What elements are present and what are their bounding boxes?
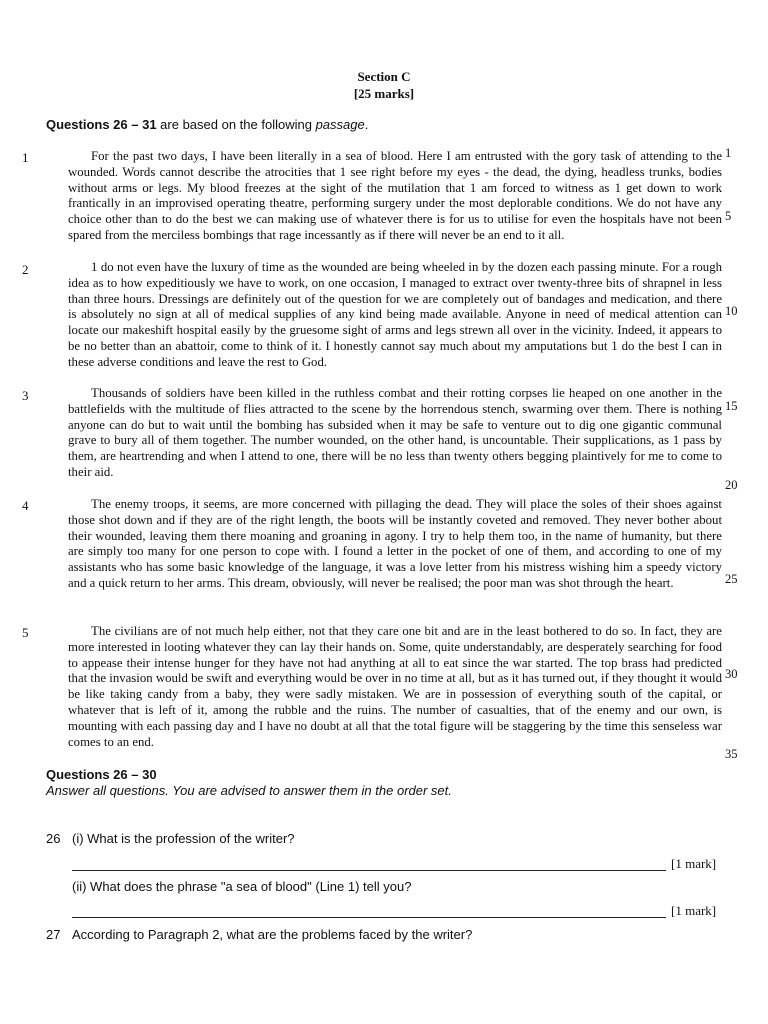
line-number: 1 (725, 146, 732, 160)
intro-text: are based on the following (156, 117, 316, 132)
line-number: 5 (725, 209, 732, 223)
line-number: 20 (725, 478, 738, 492)
section-marks: [25 marks] (353, 86, 415, 101)
intro-question-range: Questions 26 – 31 (46, 117, 157, 132)
question-number-26: 26 (46, 831, 61, 846)
passage-paragraph-2: 1 do not even have the luxury of time as the wounded are being wheeled in by the dozen each passing minute. For a rough idea as to how expeditiously we have to work, on one occasion, I managed to extract over twenty-three bits of shrapnel in less than three hours. Dressings are definitely out of the question for we are completely out of bandages and medication, and there is absolutely no sign at all of medical supplies of any kind being made available. Anyone in need of medical attention can locate our makeshift hospital easily by the gruesome sight of arms and legs strewn all over in the vicinity. Indeed, it appears to be no better than an abattoir, come to think of it. I honestly cannot say much about my amputations but 1 do the best I can in these adverse conditions and leave the rest to God. (68, 260, 722, 369)
line-number: 30 (725, 667, 738, 681)
question-27-text: According to Paragraph 2, what are the problems faced by the writer? (72, 927, 473, 942)
intro-passage-word: passage (315, 117, 365, 132)
questions-instruction: Answer all questions. You are advised to answer them in the order set. (46, 783, 452, 798)
passage-paragraph-1: For the past two days, I have been literally in a sea of blood. Here I am entrusted with the gory task of attending to the wounded. Words cannot describe the atrocities that 1 see right before my eyes - the dead, the dying, headless trunks, bodies without arms or legs. My blood freezes at the sight of the mutilation that 1 am forced to witness as 1 get down to work frantically in an improvised operating theatre, performing surgery under the most deplorable conditions. We do not have any choice other than to do the best we can making use of whatever there is for us to utilise for even the hospitals have not been spared from the merciless bombings that rage incessantly as if there will never be an end to it all. (68, 149, 722, 242)
answer-line-26-i (72, 870, 666, 871)
line-number: 10 (725, 304, 738, 318)
paragraph-number-3: 3 (22, 388, 29, 403)
question-26-i-text: (i) What is the profession of the writer? (72, 831, 295, 846)
intro-end: . (364, 117, 369, 132)
passage-paragraph-4: The enemy troops, it seems, are more concerned with pillaging the dead. They will place the soles of their shoes against those shot down and if they are of the right length, the boots will be instantly coveted and removed. They never bother about their wounded, leaving them there moaning and groaning in agony. I try to help them too, in the name of humanity, but there are simply too many for one person to cope with. I found a letter in the pocket of one of them, and according to one of my assistants who has some basic knowledge of the language, it was a love letter from his mistress wishing him a speedy victory and a quick return to her arms. This dream, obviously, will never be realised; the poor man was shot through the heart. (68, 497, 722, 590)
paragraph-number-5: 5 (22, 625, 29, 640)
question-26-ii-text: (ii) What does the phrase "a sea of blood" (Line 1) tell you? (72, 879, 412, 894)
answer-line-26-ii (72, 917, 666, 918)
question-26-ii-mark: [1 mark] (671, 903, 717, 918)
line-number: 35 (725, 747, 738, 761)
passage-intro (46, 117, 368, 132)
paragraph-number-1: 1 (22, 150, 29, 165)
passage-paragraph-3: Thousands of soldiers have been killed in the ruthless combat and their rotting corpses lie heaped on one another in the battlefields with the multitude of flies attracted to the scene by the horrendous stench, swarming over them. There is nothing anyone can do but to wait until the bombing has subsided when it may be safe to venture out to dig one gigantic communal grave to bury all of them together. The number wounded, on the other hand, is uncountable. Their supplications, as 1 pass by them, are heartrending and when I attend to one, there will be no less than twenty others begging plaintively for me to come to their aid. (68, 386, 722, 479)
line-number: 25 (725, 572, 738, 586)
line-number: 15 (725, 399, 738, 413)
paragraph-number-4: 4 (22, 498, 29, 513)
question-number-27: 27 (46, 927, 61, 942)
passage-paragraph-5: The civilians are of not much help either, not that they care one bit and are in the least bothered to do so. In fact, they are more interested in looting whatever they can lay their hands on. Some, quite understandably, are desperately searching for food to appease their intense hunger for they have not had anything at all to eat since the war started. The top brass had predicted that the invasion would be swift and everything would be over in no time at all, but as it has turned out, if they thought it would be like taking candy from a baby, they were sadly mistaken. We are in possession of everything south of the capital, or whatever that is left of it, among the rubble and the ruins. The number of casualties, that of the enemy and our own, is mounting with each passing day and I have no doubt at all that the total figure will be staggering by the time this senseless war comes to an end. (68, 624, 722, 749)
section-title: Section C (357, 69, 411, 84)
paragraph-number-2: 2 (22, 262, 29, 277)
question-26-i-mark: [1 mark] (671, 856, 717, 871)
questions-heading: Questions 26 – 30 (46, 767, 157, 782)
